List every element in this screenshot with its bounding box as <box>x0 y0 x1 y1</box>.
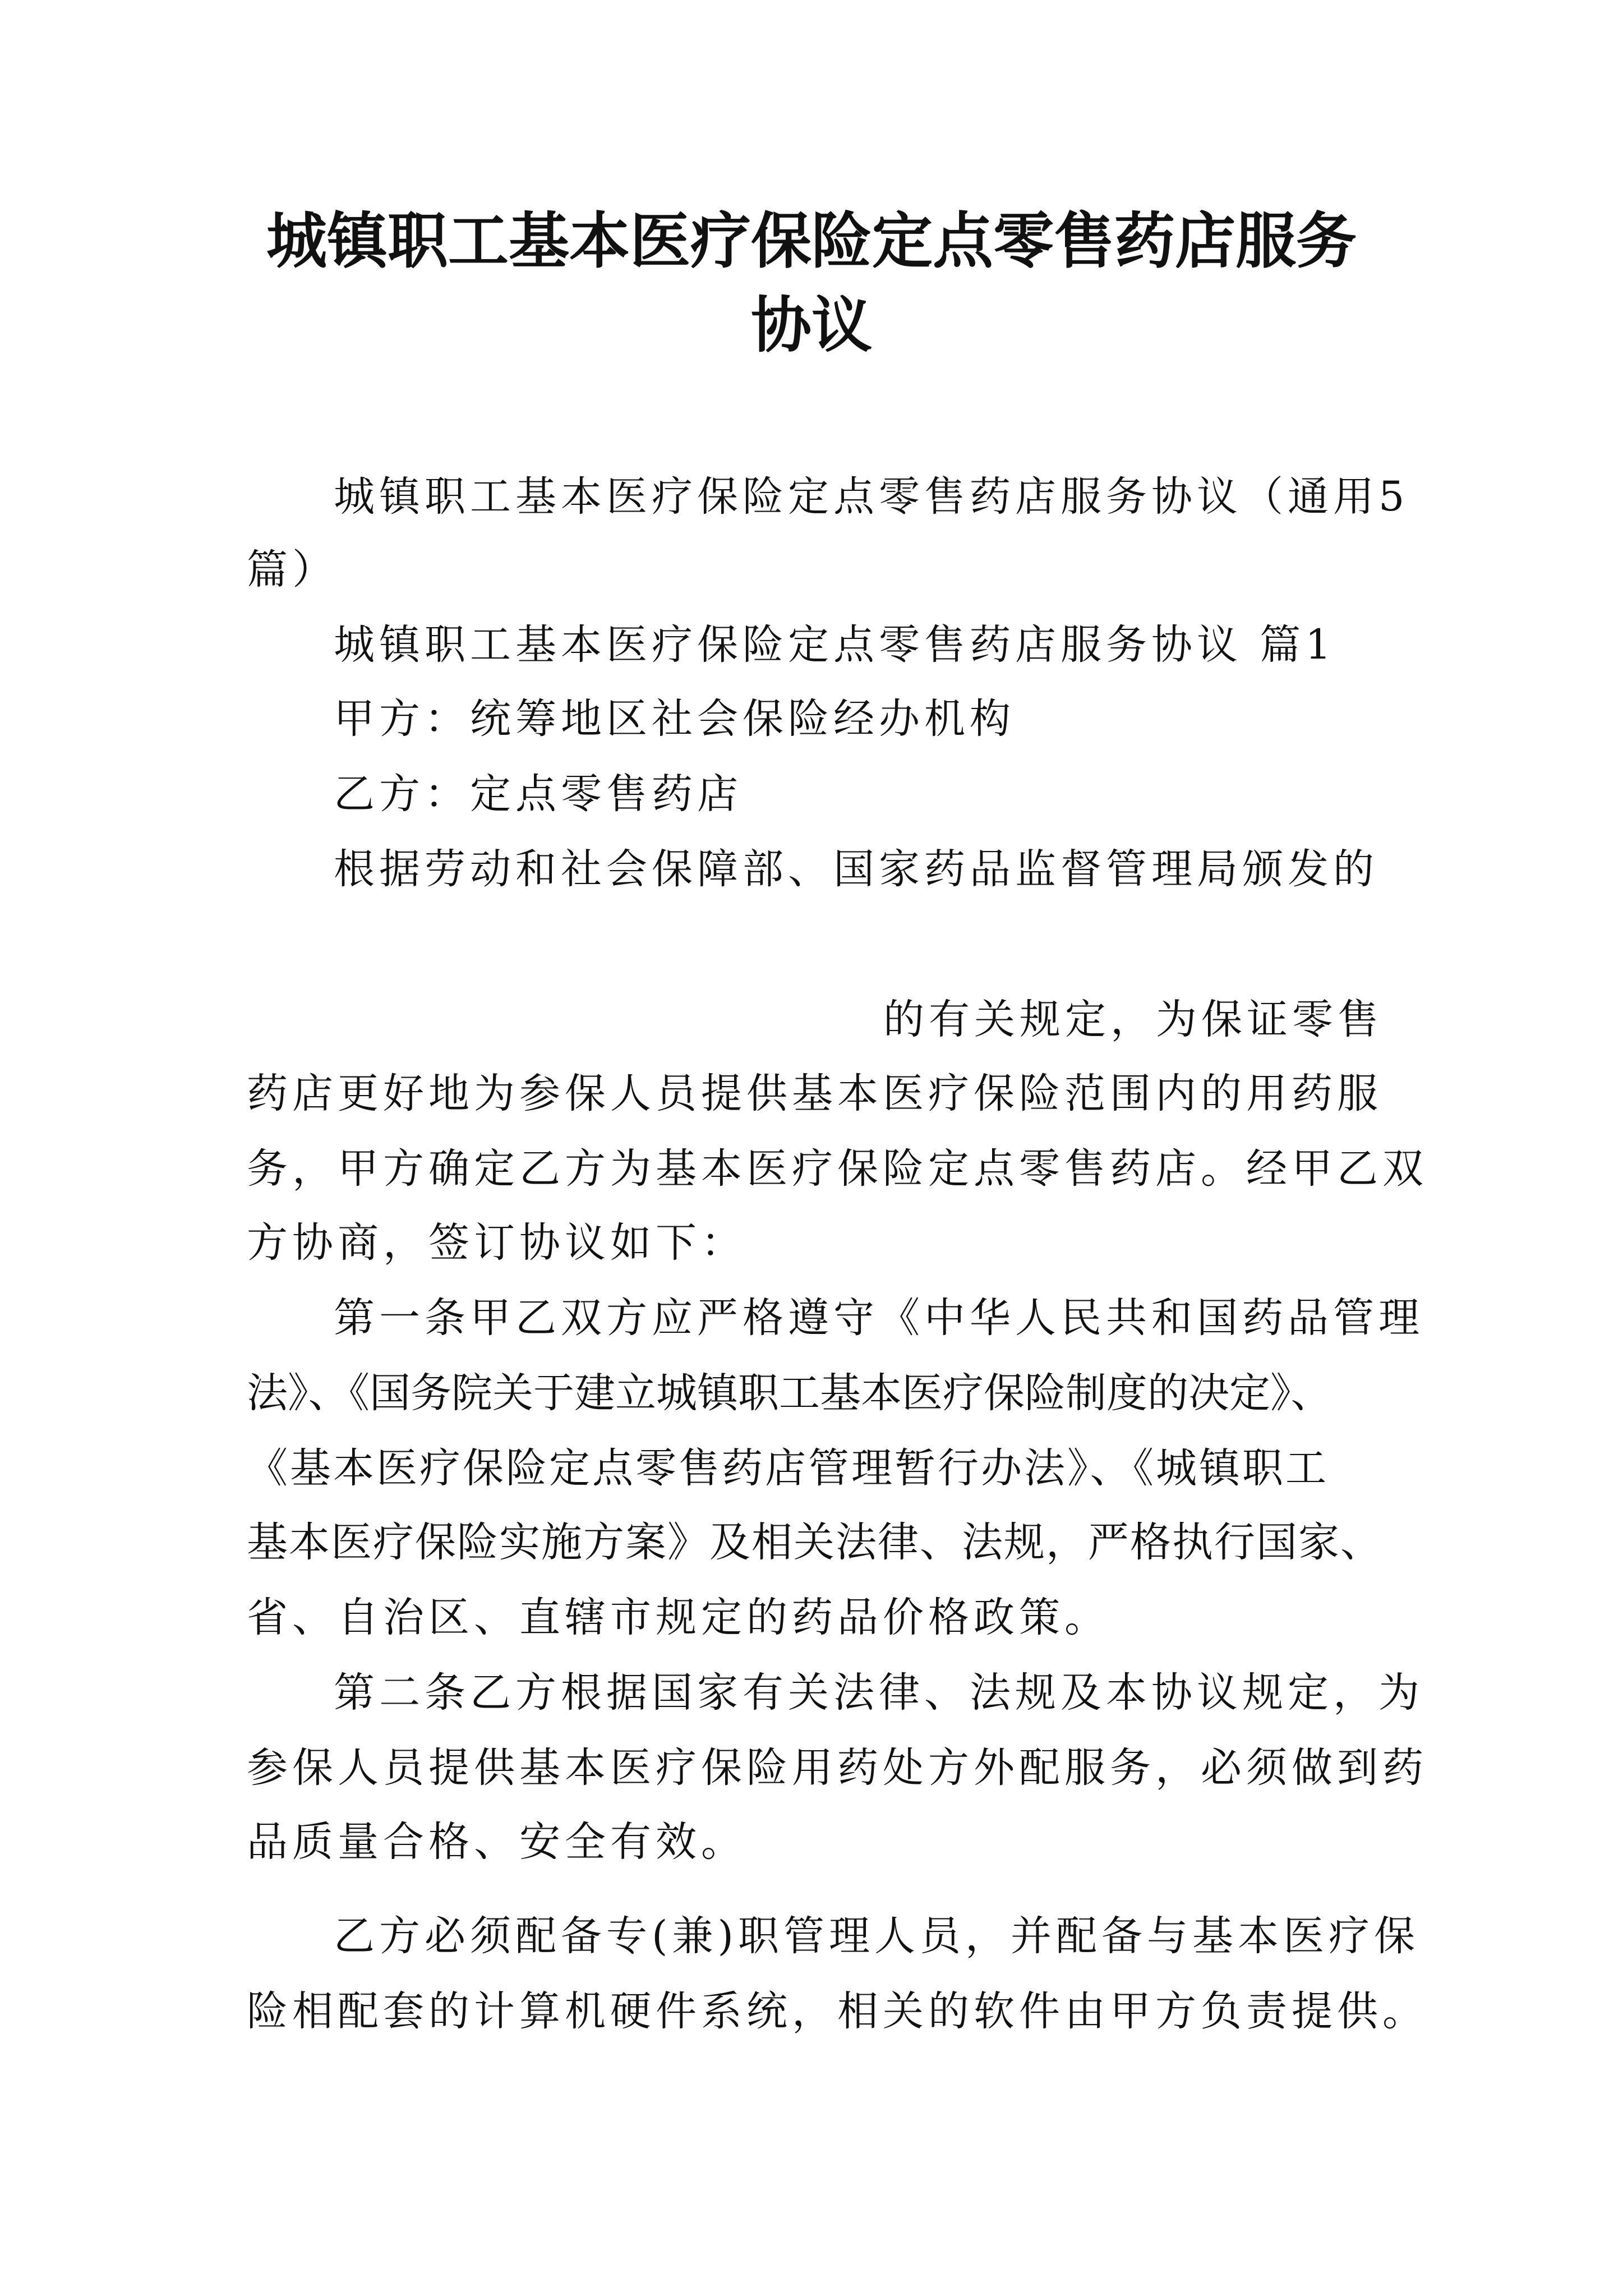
article-line: 基本医疗保险实施方案》及相关法律、法规，严格执行国家、 <box>247 1519 1382 1566</box>
article-line: 品质量合格、安全有效。 <box>247 1818 746 1866</box>
party-b-line: 乙方：定点零售药店 <box>334 770 743 818</box>
body-line: 根据劳动和社会保障部、国家药品监督管理局颁发的 <box>334 845 1378 893</box>
article-line: 《基本医疗保险定点零售药店管理暂行办法》、《城镇职工 <box>247 1444 1329 1492</box>
body-line: 务，甲方确定乙方为基本医疗保险定点零售药店。经甲乙双 <box>247 1145 1428 1193</box>
article-line: 法》、《国务院关于建立城镇职工基本医疗保险制度的决定》、 <box>247 1369 1332 1417</box>
body-line: 方协商，签订协议如下： <box>247 1219 746 1267</box>
article-line: 参保人员提供基本医疗保险用药处方外配服务，必须做到药 <box>247 1744 1428 1792</box>
section-heading: 城镇职工基本医疗保险定点零售药店服务协议 篇1 <box>334 621 1336 669</box>
body-line: 险相配套的计算机硬件系统，相关的软件由甲方负责提供。 <box>247 1987 1428 2035</box>
party-a-line: 甲方：统筹地区社会保险经办机构 <box>334 695 1015 743</box>
document-title-line-1: 城镇职工基本医疗保险定点零售药店服务 <box>266 206 1357 277</box>
article-line: 省、自治区、直辖市规定的药品价格政策。 <box>247 1594 1110 1641</box>
body-line: 药店更好地为参保人员提供基本医疗保险范围内的用药服 <box>247 1070 1382 1117</box>
article-line: 第二条乙方根据国家有关法律、法规及本协议规定，为 <box>334 1669 1424 1717</box>
intro-line: 篇） <box>247 546 338 593</box>
article-line: 第一条甲乙双方应严格遵守《中华人民共和国药品管理 <box>334 1294 1424 1342</box>
document-title-line-2: 协议 <box>750 290 872 361</box>
intro-line: 城镇职工基本医疗保险定点零售药店服务协议（通用5 <box>334 473 1409 521</box>
body-line: 的有关规定，为保证零售 <box>883 996 1383 1043</box>
body-line: 乙方必须配备专(兼)职管理人员，并配备与基本医疗保 <box>334 1912 1419 1960</box>
